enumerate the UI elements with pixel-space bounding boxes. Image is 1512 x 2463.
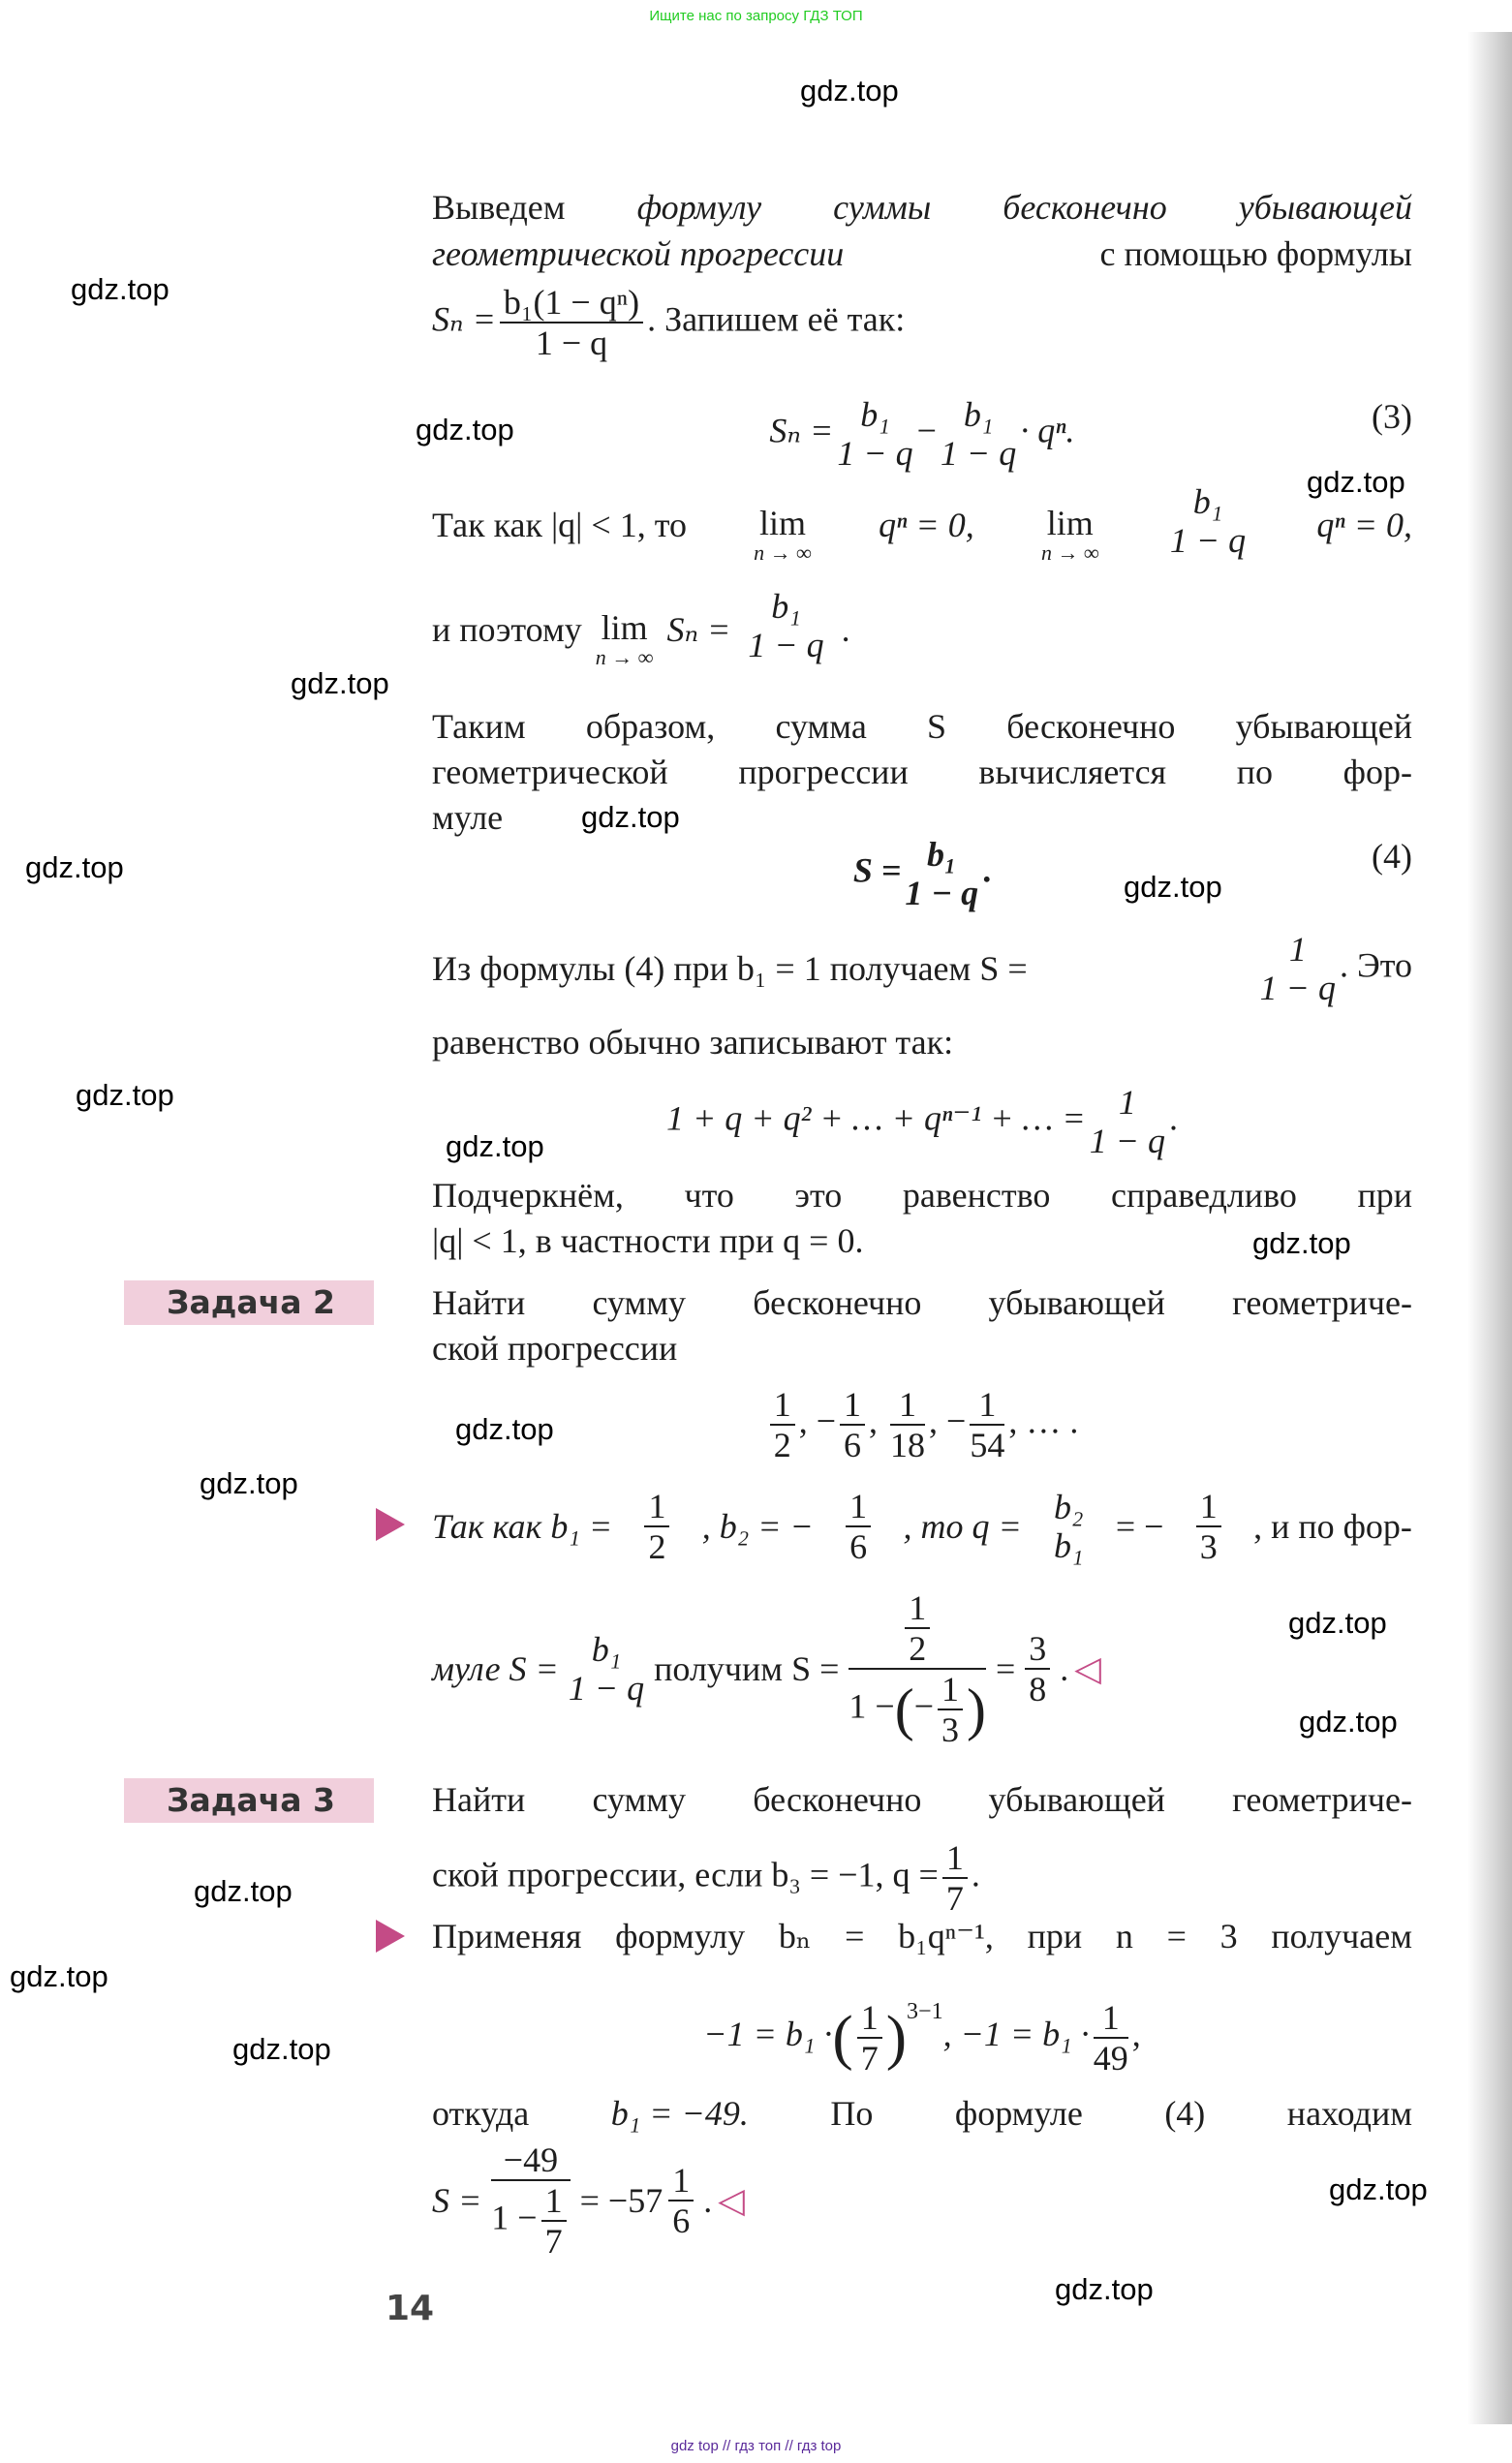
task2-line-2: ской прогрессии [432, 1329, 678, 1368]
watermark: gdz.top [71, 272, 170, 306]
text-word: (4) [1164, 2094, 1206, 2133]
watermark: gdz.top [1307, 465, 1405, 499]
task3-line-1: Найти сумму бесконечно убывающей геометриче- [432, 1780, 1412, 1819]
limits-line: Так как |q| < 1, то lim n → ∞ qⁿ = 0, lim n → ∞ b₁ 1 − q qⁿ = 0, [432, 482, 1412, 565]
text-word: находим [1286, 2094, 1412, 2133]
intro-line-1: Выведем формулу суммы бесконечно убывающей [432, 188, 1412, 227]
equation-number-3: (3) [1372, 397, 1412, 436]
watermark: gdz.top [1055, 2272, 1154, 2306]
limits-conclusion: и поэтому lim n → ∞ Sₙ = b₁ 1 − q . [432, 587, 850, 669]
watermark: gdz.top [25, 850, 124, 884]
end-of-solution-icon: ◁ [1074, 1649, 1101, 1688]
para2-line-3: муле [432, 798, 504, 837]
task2-line-1: Найти сумму бесконечно убывающей геометриче- [432, 1283, 1412, 1322]
geometric-series-formula: 1 + q + q² + … + qⁿ⁻¹ + … = 1 1 − q . [666, 1083, 1178, 1160]
text-word: По [830, 2094, 874, 2133]
para3-line-2: равенство обычно записывают так: [432, 1023, 954, 1062]
watermark: gdz.top [455, 1412, 554, 1446]
task3-solution-line-1: Применяя формулу bₙ = b₁qⁿ⁻¹, при n = 3 получаем [432, 1917, 1412, 1955]
task3-equations: −1 = b₁ ·( $\frac{1}{7}$ )$^{3-1}$, −1 = b₁ · $\frac{1}{49}$ , [703, 1997, 1141, 2078]
sequence-term: $\frac{1}{2}$ , [766, 1401, 817, 1440]
top-banner[interactable]: Ищите нас по запросу ГДЗ ТОП [649, 8, 863, 24]
sequence-term: $\frac{1}{18}$ , [890, 1385, 938, 1464]
watermark: gdz.top [1252, 1226, 1351, 1260]
watermark: gdz.top [1124, 870, 1222, 904]
sequence-term: − $\frac{1}{54}$ , [946, 1385, 1018, 1464]
formula-3: Sₙ = b₁ 1 − q − b₁ 1 − q · qⁿ. (3) [769, 395, 1412, 473]
intro-line-3: Sₙ = $\frac{\text{b₁(1 − qⁿ)}}{1 - q}$ . Запишем её так: [432, 283, 906, 362]
page-number: 14 [386, 2289, 435, 2328]
watermark: gdz.top [416, 413, 514, 446]
intro-line-2: геометрической прогрессии с помощью формулы [432, 234, 1412, 273]
watermark: gdz.top [800, 74, 899, 108]
solution-marker-icon [376, 1508, 405, 1541]
task2-solution-line-1: Так как b₁ = $\frac{1}{2}$ , b₂ = − $\frac{1}{6}$ , то q = b₂ b₁ = − $\frac{1}{3}$ , и по фор- [432, 1487, 1412, 1566]
para3-line-1: Из формулы (4) при b₁ = 1 получаем S = 1 1 − q . Это [432, 930, 1412, 1007]
page-edge-shadow [1467, 32, 1512, 2424]
formula-4: S = b₁ 1 − q . (4) [852, 835, 1412, 912]
bottom-banner[interactable]: gdz top // гдз топ // гдз top [670, 2438, 842, 2454]
text-word: откуда [432, 2094, 530, 2133]
watermark: gdz.top [581, 800, 680, 834]
text-word: b₁ = −49. [610, 2094, 749, 2133]
task2-sequence [432, 1385, 1412, 1464]
watermark: gdz.top [1288, 1606, 1387, 1640]
para2-line-1: Таким образом, сумма S бесконечно убывающей [432, 707, 1412, 746]
solution-marker-icon [376, 1920, 405, 1953]
end-of-solution-icon: ◁ [718, 2181, 745, 2220]
equation-number-4: (4) [1372, 837, 1412, 876]
watermark: gdz.top [76, 1078, 174, 1112]
watermark: gdz.top [194, 1874, 293, 1908]
watermark: gdz.top [200, 1466, 298, 1500]
sequence-ellipsis: … . [1026, 1401, 1079, 1441]
watermark: gdz.top [232, 2032, 331, 2066]
watermark: gdz.top [10, 1959, 108, 1993]
task3-result: S = −49 1 − $\frac{1}{7}$ = −57 1 6 . ◁ [432, 2140, 745, 2261]
task-3-label: Задача 3 [124, 1778, 374, 1823]
sequence-term: − $\frac{1}{6}$ , [816, 1385, 878, 1464]
watermark: gdz.top [446, 1129, 544, 1163]
watermark: gdz.top [1299, 1705, 1398, 1739]
task3-line-2: ской прогрессии, если b₃ = −1, q = $\frac{1}{7}$ . [432, 1838, 980, 1918]
para3-line-5: |q| < 1, в частности при q = 0. [432, 1221, 864, 1260]
para3-line-4: Подчеркнём, что это равенство справедливо при [432, 1176, 1412, 1215]
text-word: формуле [954, 2094, 1083, 2133]
watermark: gdz.top [291, 666, 389, 700]
para2-line-2: геометрической прогрессии вычисляется по фор- [432, 753, 1412, 791]
task2-solution-line-2: муле S = b₁ 1 − q получим S = $\frac{1}{2}$ 1 −(− $\frac{1}{3}$ ) = $\frac{3}{8}$ . ◁ [432, 1588, 1101, 1749]
watermark: gdz.top [1329, 2172, 1428, 2206]
task3-solution-line-3 [432, 2092, 1412, 2135]
task-2-label: Задача 2 [124, 1280, 374, 1325]
